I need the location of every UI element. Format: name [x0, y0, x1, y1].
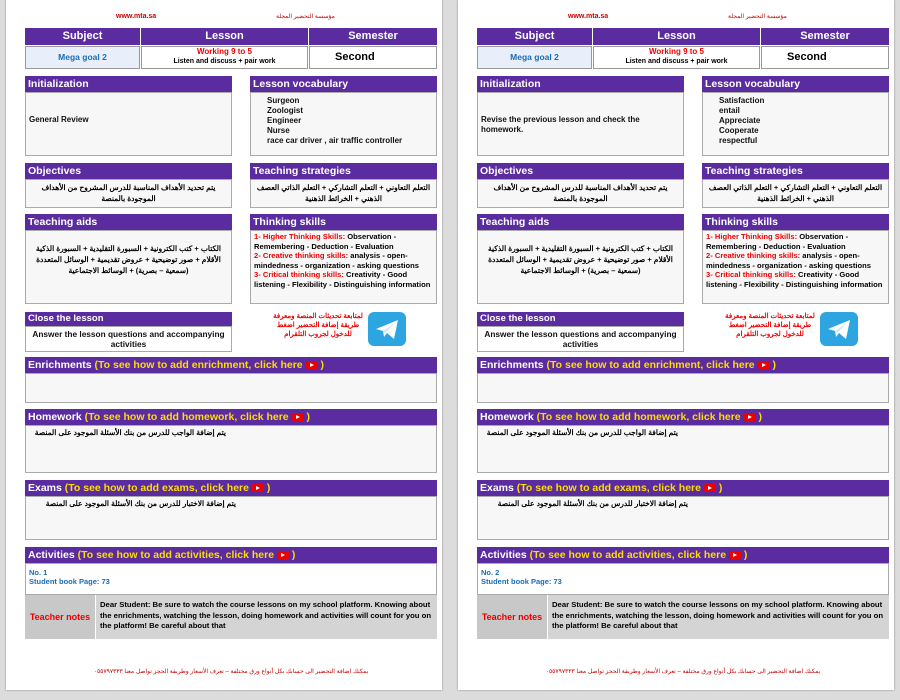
semester-cell [309, 46, 437, 69]
aids-text: الكتاب + كتب الكترونية + السبورة التقليدية + السبورة الذكية الأقلام + صور توضيحية + عروض تقديمية + الوسائل المتعددة (سمعية – بصرية) + الوسائط الاجتماعية [36, 244, 221, 275]
thinking-critical-text: Creativity - Good listening - Flexibility - Distinguishing information [706, 270, 883, 289]
exams-title: Exams [28, 482, 62, 494]
youtube-icon[interactable] [292, 413, 304, 421]
close-box [477, 326, 684, 352]
org-name: مؤسسة التحضير المجلة [276, 14, 335, 20]
lesson-subtitle: Listen and discuss + pair work [625, 58, 728, 65]
enrichments-heading: Enrichments (To see how to add enrichment, click here ) [25, 357, 437, 373]
vocabulary-heading: Lesson vocabulary [702, 76, 889, 92]
activity-page: Student book Page: 73 [481, 577, 562, 586]
thinking-box [250, 230, 437, 304]
lesson-cell [141, 46, 308, 69]
telegram-icon[interactable] [820, 312, 858, 346]
youtube-icon[interactable] [277, 551, 289, 559]
thinking-creative-text: analysis - open-mindedness - organization - asking questions [706, 251, 871, 270]
homework-text: يتم إضافة الواجب للدرس من بنك الأسئلة الموجود على المنصة [486, 428, 678, 437]
exams-help-link[interactable]: (To see how to add exams, click here [64, 482, 249, 494]
lesson-header: Lesson [141, 28, 308, 45]
thinking-critical-text: Creativity - Good listening - Flexibility - Distinguishing information [254, 270, 431, 289]
site-url[interactable]: www.mta.sa [116, 13, 157, 20]
thinking-higher-text: Observation - Remembering - Deduction - Evaluation [706, 232, 849, 251]
thinking-critical-label: 3- Critical thinking skills: [254, 270, 344, 279]
exams-heading: Exams (To see how to add exams, click here ) [25, 480, 437, 496]
homework-title: Homework [480, 411, 534, 423]
vocabulary-box [250, 92, 437, 156]
teacher-notes-text: Dear Student: Be sure to watch the course lessons on my school platform. Knowing about the enrichments, watching the lesson, doing homework and activities will count for you on the platform! Be careful about that [100, 600, 432, 630]
homework-heading: Homework (To see how to add homework, click here ) [25, 409, 437, 425]
vocab-item: respectful [719, 136, 758, 145]
thinking-critical-label: 3- Critical thinking skills: [706, 270, 796, 279]
strategies-box [702, 179, 889, 208]
thinking-higher-label: 1- Higher Thinking Skills: [706, 232, 798, 241]
activities-heading: Activities (To see how to add activities, click here ) [477, 547, 889, 563]
semester-value: Second [787, 51, 827, 63]
vocab-item: Surgeon [267, 96, 300, 105]
vocab-item: Nurse [267, 126, 290, 135]
telegram-promo[interactable]: لمتابعة تحديثات المنصة ومعرفة طريقة إضافة التحضير اضغط للدخول لجروب التلقرام [725, 313, 815, 338]
teacher-notes-label: Teacher notes [481, 612, 543, 622]
close-heading: Close the lesson [25, 312, 232, 326]
homework-help-link[interactable]: (To see how to add homework, click here [84, 411, 289, 423]
semester-value: Second [335, 51, 375, 63]
close-text: Answer the lesson questions and accompanying activities [484, 329, 677, 349]
homework-box [25, 425, 437, 473]
youtube-icon[interactable] [252, 484, 264, 492]
youtube-icon[interactable] [306, 361, 318, 369]
objectives-box [477, 179, 684, 208]
objectives-text: يتم تحديد الأهداف المناسبة للدرس المشروح من الأهداف الموجودة بالمنصة [41, 183, 216, 203]
teacher-notes-text: Dear Student: Be sure to watch the course lessons on my school platform. Knowing about the enrichments, watching the lesson, doing homework and activities will count for you on the platform! Be careful about that [552, 600, 884, 630]
lesson-title: Working 9 to 5 [649, 47, 704, 56]
enrichments-heading: Enrichments (To see how to add enrichment, click here ) [477, 357, 889, 373]
vocab-item: entail [719, 106, 740, 115]
close-heading: Close the lesson [477, 312, 684, 326]
vocabulary-heading: Lesson vocabulary [250, 76, 437, 92]
enrichments-title: Enrichments [480, 359, 544, 371]
exams-box [477, 496, 889, 540]
strategies-heading: Teaching strategies [702, 163, 889, 179]
objectives-heading: Objectives [477, 163, 684, 179]
youtube-icon[interactable] [729, 551, 741, 559]
enrichments-box [477, 373, 889, 403]
footer-text: يمكنك اضافة التحضير الى حسابك بكل أنواع ورق مختلفة – تعرف الأسعار وطريقة الحجز تواصل معنا ٠٥٥٧٩٧٣٣٣ [545, 669, 821, 675]
subject-header: Subject [477, 28, 592, 45]
objectives-box [25, 179, 232, 208]
objectives-heading: Objectives [25, 163, 232, 179]
youtube-icon[interactable] [744, 413, 756, 421]
activities-title: Activities [480, 549, 527, 561]
homework-text: يتم إضافة الواجب للدرس من بنك الأسئلة الموجود على المنصة [34, 428, 226, 437]
site-url[interactable]: www.mta.sa [568, 13, 609, 20]
aids-text: الكتاب + كتب الكترونية + السبورة التقليدية + السبورة الذكية الأقلام + صور توضيحية + عروض تقديمية + الوسائل المتعددة (سمعية – بصرية) + الوسائط الاجتماعية [488, 244, 673, 275]
lesson-cell [593, 46, 760, 69]
aids-box [25, 230, 232, 304]
thinking-box [702, 230, 889, 304]
vocab-item: Engineer [267, 116, 302, 125]
subject-value: Mega goal 2 [510, 52, 559, 62]
thinking-creative-text: analysis - open-mindedness - organization - asking questions [254, 251, 419, 270]
aids-heading: Teaching aids [477, 214, 684, 230]
close-box [25, 326, 232, 352]
aids-heading: Teaching aids [25, 214, 232, 230]
activities-box [477, 563, 889, 595]
initialization-text: General Review [29, 115, 89, 124]
document-page-1 [6, 0, 442, 690]
homework-heading: Homework (To see how to add homework, click here ) [477, 409, 889, 425]
vocabulary-box [702, 92, 889, 156]
semester-header: Semester [309, 28, 437, 45]
vocab-item: Appreciate [719, 116, 761, 125]
exams-help-link[interactable]: (To see how to add exams, click here [516, 482, 701, 494]
subject-header: Subject [25, 28, 140, 45]
activities-title: Activities [28, 549, 75, 561]
telegram-promo[interactable]: لمتابعة تحديثات المنصة ومعرفة طريقة إضافة التحضير اضغط للدخول لجروب التلقرام [273, 313, 363, 338]
thinking-creative-label: 2- Creative thinking skills: [254, 251, 349, 260]
activities-heading: Activities (To see how to add activities, click here ) [25, 547, 437, 563]
enrichments-title: Enrichments [28, 359, 92, 371]
exams-text: يتم إضافة الاختبار للدرس من بنك الأسئلة الموجود على المنصة [45, 499, 236, 508]
strategies-text: التعلم التعاوني + التعلم التشاركي + التعلم الذاتي العصف الذهني + الخرائط الذهنية [256, 183, 431, 203]
teacher-notes-label: Teacher notes [29, 612, 91, 622]
thinking-heading: Thinking skills [702, 214, 889, 230]
activity-number: No. 2 [481, 568, 500, 577]
lesson-title: Working 9 to 5 [197, 47, 252, 56]
exams-text: يتم إضافة الاختبار للدرس من بنك الأسئلة الموجود على المنصة [497, 499, 688, 508]
activities-box [25, 563, 437, 595]
initialization-box [477, 92, 684, 156]
initialization-heading: Initialization [25, 76, 232, 92]
strategies-heading: Teaching strategies [250, 163, 437, 179]
strategies-box [250, 179, 437, 208]
aids-box [477, 230, 684, 304]
activities-help-link[interactable]: (To see how to add activities, click here [529, 549, 727, 561]
close-text: Answer the lesson questions and accompanying activities [32, 329, 225, 349]
semester-header: Semester [761, 28, 889, 45]
homework-title: Homework [28, 411, 82, 423]
org-name: مؤسسة التحضير المجلة [728, 14, 787, 20]
thinking-creative-label: 2- Creative thinking skills: [706, 251, 801, 260]
thinking-higher-text: Observation - Remembering - Deduction - Evaluation [254, 232, 397, 251]
enrichments-help-link[interactable]: (To see how to add enrichment, click here [546, 359, 755, 371]
semester-cell [761, 46, 889, 69]
enrichments-box [25, 373, 437, 403]
homework-help-link[interactable]: (To see how to add homework, click here [536, 411, 741, 423]
youtube-icon[interactable] [758, 361, 770, 369]
teacher-notes-cell [548, 595, 889, 639]
vocab-item: Satisfaction [719, 96, 765, 105]
initialization-box [25, 92, 232, 156]
vocab-item: race car driver , air traffic controller [267, 136, 403, 145]
exams-box [25, 496, 437, 540]
vocab-item: Cooperate [719, 126, 759, 135]
teacher-notes-label-cell [477, 595, 547, 639]
thinking-higher-label: 1- Higher Thinking Skills: [254, 232, 346, 241]
exams-title: Exams [480, 482, 514, 494]
teacher-notes-cell [96, 595, 437, 639]
lesson-subtitle: Listen and discuss + pair work [173, 58, 276, 65]
subject-cell [477, 46, 592, 69]
footer-text: يمكنك اضافة التحضير الى حسابك بكل أنواع ورق مختلفة – تعرف الأسعار وطريقة الحجز تواصل معنا ٠٥٥٧٩٧٣٣٣ [93, 669, 369, 675]
initialization-text: Revise the previous lesson and check the homework. [481, 115, 640, 134]
thinking-heading: Thinking skills [250, 214, 437, 230]
teacher-notes-label-cell [25, 595, 95, 639]
vocab-item: Zoologist [267, 106, 303, 115]
exams-heading: Exams (To see how to add exams, click here ) [477, 480, 889, 496]
enrichments-help-link[interactable]: (To see how to add enrichment, click here [94, 359, 303, 371]
lesson-header: Lesson [593, 28, 760, 45]
subject-cell [25, 46, 140, 69]
initialization-heading: Initialization [477, 76, 684, 92]
youtube-icon[interactable] [704, 484, 716, 492]
homework-box [477, 425, 889, 473]
subject-value: Mega goal 2 [58, 52, 107, 62]
activities-help-link[interactable]: (To see how to add activities, click here [77, 549, 275, 561]
activity-page: Student book Page: 73 [29, 577, 110, 586]
telegram-icon[interactable] [368, 312, 406, 346]
document-page-2 [458, 0, 894, 690]
objectives-text: يتم تحديد الأهداف المناسبة للدرس المشروح من الأهداف الموجودة بالمنصة [493, 183, 668, 203]
activity-number: No. 1 [29, 568, 48, 577]
strategies-text: التعلم التعاوني + التعلم التشاركي + التعلم الذاتي العصف الذهني + الخرائط الذهنية [708, 183, 883, 203]
